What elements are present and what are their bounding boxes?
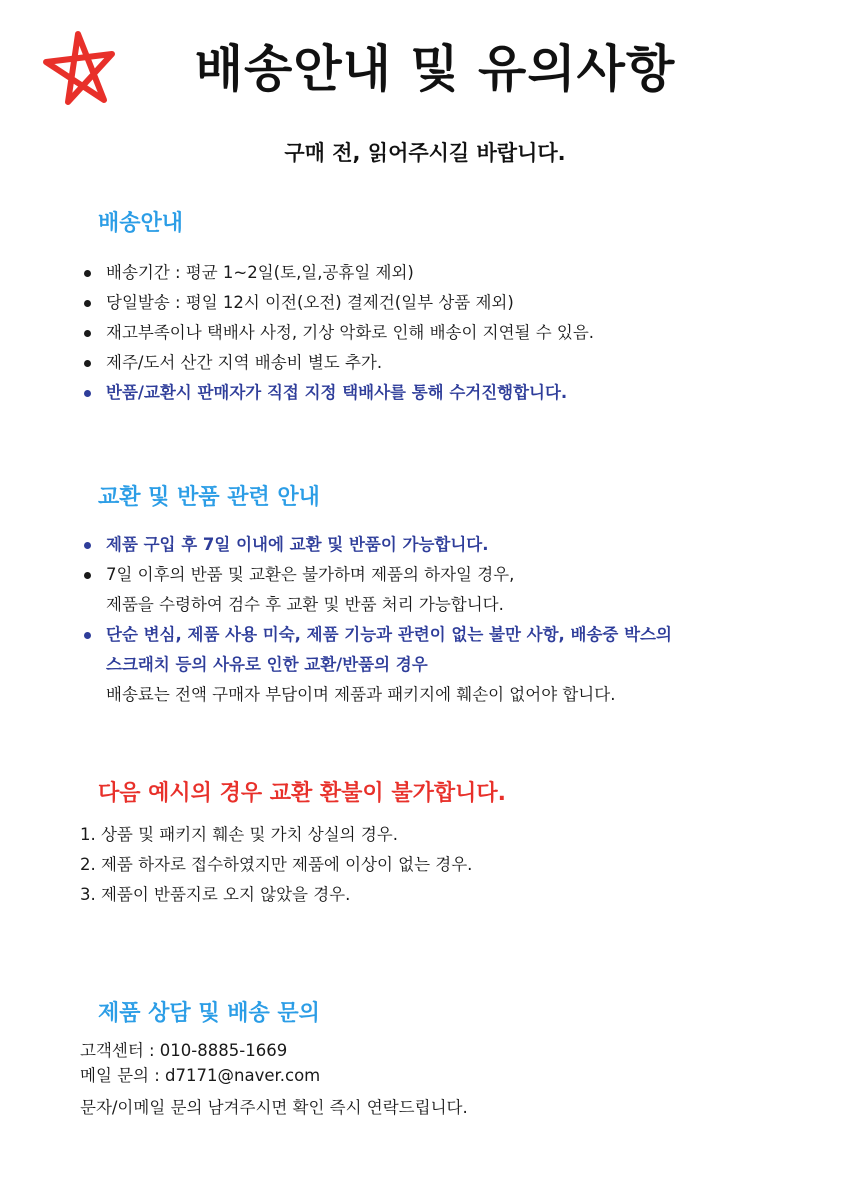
- list-item: [84, 348, 594, 378]
- no-refund-list: [80, 820, 472, 910]
- list-item: [84, 560, 672, 620]
- list-item-emphasis: [84, 620, 672, 710]
- contact-email: 메일 문의 : d7171@naver.com: [80, 1066, 321, 1085]
- page-title: 배송안내 및 유의사항: [194, 40, 676, 98]
- list-item-text: 재고부족이나 택배사 사정, 기상 악화로 인해 배송이 지연될 수 있음.: [106, 323, 595, 342]
- list-item-text-continued: 배송료는 전액 구매자 부담이며 제품과 패키지에 훼손이 없어야 합니다.: [106, 685, 616, 704]
- list-item: 2. 제품 하자로 접수하였지만 제품에 이상이 없는 경우.: [80, 855, 473, 874]
- bullet-icon: [84, 330, 91, 337]
- list-item-emphasis: [84, 530, 672, 560]
- list-item: [84, 288, 594, 318]
- list-item-text: 단순 변심, 제품 사용 미숙, 제품 기능과 관련이 없는 불만 사항, 배송중 박스의: [106, 625, 672, 644]
- list-item-text-continued: 스크래치 등의 사유로 인한 교환/반품의 경우: [106, 655, 428, 674]
- shipping-heading: 배송안내: [98, 211, 184, 236]
- bullet-icon: [84, 360, 91, 367]
- no-refund-heading: 다음 예시의 경우 교환 환불이 불가합니다.: [98, 781, 506, 806]
- list-item: 3. 제품이 반품지로 오지 않았을 경우.: [80, 885, 351, 904]
- bullet-icon: [84, 270, 91, 277]
- list-item-text: 반품/교환시 판매자가 직접 지정 택배사를 통해 수거진행합니다.: [106, 383, 568, 402]
- list-item-text-continued: 제품을 수령하여 검수 후 교환 및 반품 처리 가능합니다.: [106, 595, 504, 614]
- list-item-text: 7일 이후의 반품 및 교환은 불가하며 제품의 하자일 경우,: [106, 565, 515, 584]
- list-item: 1. 상품 및 패키지 훼손 및 가치 상실의 경우.: [80, 825, 398, 844]
- exchange-list: [84, 530, 672, 710]
- list-item-text: 당일발송 : 평일 12시 이전(오전) 결제건(일부 상품 제외): [106, 293, 514, 312]
- contact-note: 문자/이메일 문의 남겨주시면 확인 즉시 연락드립니다.: [80, 1098, 468, 1117]
- bullet-icon: [84, 390, 91, 397]
- bullet-icon: [84, 542, 91, 549]
- customer-center-phone: 고객센터 : 010-8885-1669: [80, 1041, 288, 1060]
- list-item: [84, 318, 594, 348]
- shipping-list: [84, 258, 594, 408]
- contact-heading: 제품 상담 및 배송 문의: [98, 1001, 320, 1026]
- list-item-text: 배송기간 : 평균 1~2일(토,일,공휴일 제외): [106, 263, 414, 282]
- bullet-icon: [84, 300, 91, 307]
- list-item: [84, 258, 594, 288]
- bullet-icon: [84, 572, 91, 579]
- contact-info: [80, 1038, 468, 1120]
- exchange-heading: 교환 및 반품 관련 안내: [98, 485, 320, 510]
- list-item-emphasis: [84, 378, 594, 408]
- bullet-icon: [84, 632, 91, 639]
- list-item-text: 제품 구입 후 7일 이내에 교환 및 반품이 가능합니다.: [106, 535, 489, 554]
- list-item-text: 제주/도서 산간 지역 배송비 별도 추가.: [106, 353, 383, 372]
- page-subtitle: 구매 전, 읽어주시길 바랍니다.: [284, 141, 566, 165]
